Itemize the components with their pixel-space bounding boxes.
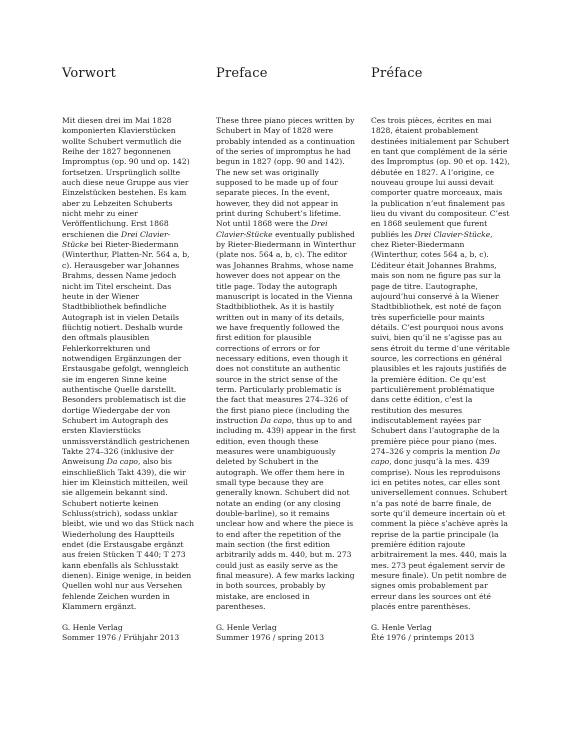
signature-english [216,623,356,644]
text-segment: Ces trois pièces, écrites en mai 1828, étaient probablement destinées initialement par Schubert en tant que complément de la série des Impromptus (op. 90 et op. 142), débutée en 1827. A l’origine, ce nouveau groupe lui aussi devait comporter quatre morceaux, mais la publication n’eut finalement pas lieu du vivant du compositeur. C’est en 1868 seulement que furent publiés les [371,116,510,239]
body-german [62,116,194,643]
body-french [371,116,511,643]
signature-german [62,623,194,644]
text-segment-italic: Da capo [371,447,501,467]
text-segment-italic: Drei Clavier-Stücke [62,229,171,250]
signature-date: Summer 1976 / spring 2013 [216,632,325,642]
text-segment: , thus up to and including m. 439) appear in the first edition, even though these measures were unambiguously deleted by Schubert in the autograph. We offer them here in small type because they are generally known. Schubert did not notate an ending (or any closing double-barline), so it remains unclear how and where the piece is to end after the repetition of the main section (the first edition arbitrarily adds m. 440, but m. 273 could just as easily serve as the final measure). A few marks lacking in both sources, probably by mistake, are enclosed in parentheses. [216,415,356,612]
text-segment-italic: Da capo [260,415,292,425]
signature-publisher: G. Henle Verlag [216,622,277,632]
text-segment: These three piano pieces written by Schubert in May of 1828 were probably intended as a continuation of the series of impromptus he had begun in 1827 (opp. 90 and 142). The new set was originally supposed to be made up of four separate pieces. In the event, however, they did not appear in print during Schubert’s lifetime. Not until 1868 were the [216,116,356,229]
text-segment-italic: Drei Clavier-Stücke [216,219,328,239]
text-segment: eventually published by Rieter-Biedermann in Winterthur (plate nos. 564 a, b, c). The editor was Johannes Brahms, whose name however does not appear on the title page. Today the autograph manuscript is located in the Vienna Stadtbibliothek. As it is hastily written out in many of its details, we have frequently followed the first edition for plausible corrections of errors or for necessary editions, even though it does not constitute an authentic source in the strict sense of the term. Particularly problematic is the fact that measures 274–326 of the first piano piece (including the instruction [216,229,356,425]
heading-vorwort: Vorwort [62,66,117,81]
signature-publisher: G. Henle Verlag [371,622,432,632]
signature-french [371,623,511,644]
heading-preface: Preface [216,66,268,81]
text-segment: , also bis einschließlich Takt 439), die wir hier im Kleinstich mitteilen, weil sie allgemein bekannt sind. Schubert notierte keinen Schluss(strich), sodass unklar bleibt, wie und wo das Stück nach Wiederholung des Hauptteils endet (die Erstausgabe ergänzt aus freien Stücken T 440; T 273 kann ebenfalls als Schlusstakt dienen). Einige wenige, in beiden Quellen wohl nur aus Versehen fehlende Zeichen wurden in Klammern ergänzt. [62,457,195,612]
body-english [216,116,356,643]
text-segment: , chez Rieter-Biedermann (Winterthur, cotes 564 a, b, c). L’éditeur était Johannes Brahms, mais son nom ne figure pas sur la page de titre. L’autographe, aujourd’hui conservé à la Wiener Stadtbibliothek, est noté de façon très superficielle pour maints détails. C’est pourquoi nous avons suivi, bien qu’il ne s’agisse pas au sens étroit du terme d’une véritable source, les corrections en général plausibles et les rajouts justifiés de la première édition. Ce qu’est particulièrement problématique dans cette édition, c’est la restitution des mesures indiscutablement rayées par Schubert dans l’autographe de la première pièce pour piano (mes. 274–326 y compris la mention [371,229,510,456]
text-segment: Mit diesen drei im Mai 1828 komponierten Klavierstücken wollte Schubert vermutlich die Reihe der 1827 begonnenen Impromptus (op. 90 und op. 142) fortsetzen. Ursprünglich sollte auch diese neue Gruppe aus vier Einzelstücken bestehen. Es kam aber zu Lebzeiten Schuberts nicht mehr zu einer Veröffentlichung. Erst 1868 erschienen die [62,116,190,239]
text-segment: bei Rieter-Biedermann (Winterthur, Platten-Nr. 564 a, b, c). Herausgeber war Johannes Brahms, dessen Name jedoch nicht im Titel erscheint. Das heute in der Wiener Stadtbibliothek befindliche Autograph ist in vielen Details flüchtig notiert. Deshalb wurde den oftmals plausiblen Fehlerkorrekturen und notwendigen Ergänzungen der Erstausgabe gefolgt, wenngleich sie im engeren Sinne keine authentische Quelle darstellt. Besonders problematisch ist die dortige Wiedergabe der von Schubert im Autograph des ersten Klavierstücks unmissverständlich gestrichenen Takte 274–326 (inklusive der Anweisung [62,240,190,467]
signature-publisher: G. Henle Verlag [62,622,123,632]
text-segment-italic: Drei Clavier-Stücke [414,229,491,239]
text-segment: , donc jusqu’à la mes. 439 comprise). Nous les reproduisons ici en petites notes, car elles sont universellement connues. Schubert n’a pas noté de barre finale, de sorte qu’il demeure incertain où et comment la pièce s’achève après la reprise de la partie principale (la première édition rajoute arbitrairement la mes. 440, mais la mes. 273 peut également servir de mesure finale). Un petit nombre de signes omis probablement par erreur dans les sources ont été placés entre parenthèses. [371,457,508,612]
text-segment-italic: Da capo [106,457,139,467]
signature-date: Sommer 1976 / Frühjahr 2013 [62,632,180,642]
heading-preface-fr: Préface [371,66,423,81]
signature-date: Été 1976 / printemps 2013 [371,632,475,642]
